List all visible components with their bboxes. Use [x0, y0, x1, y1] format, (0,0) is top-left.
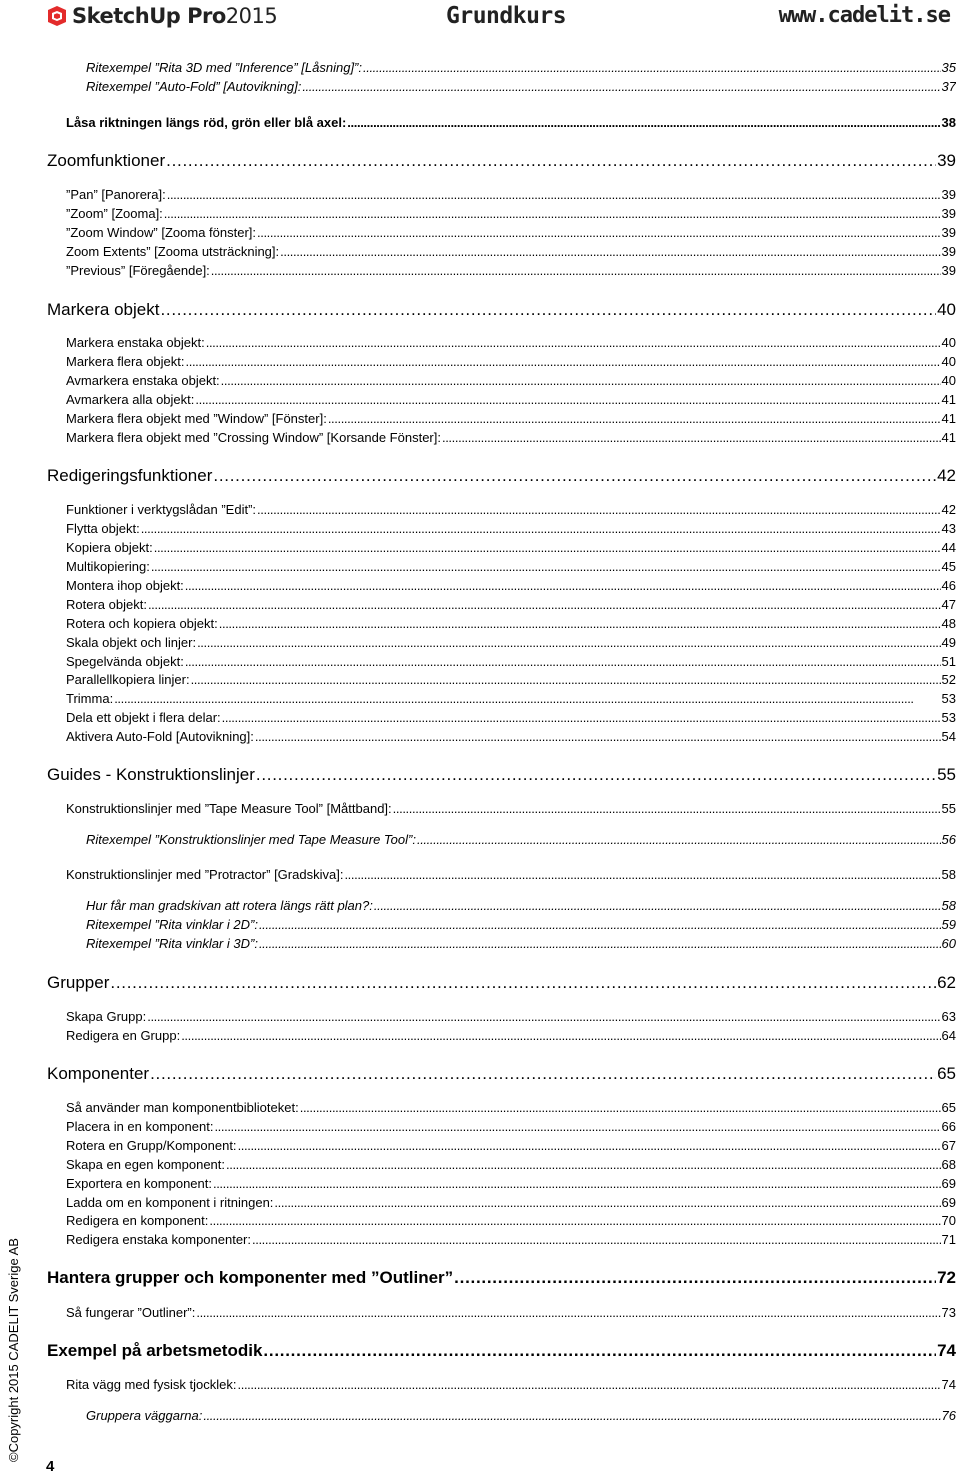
toc-entry[interactable]: Redigera en komponent: . . . 70: [66, 1213, 956, 1229]
toc-entry[interactable]: Skapa Grupp: . . . 63: [66, 1009, 956, 1025]
toc-entry[interactable]: Spegelvända objekt: . . . 51: [66, 654, 956, 670]
toc-heading[interactable]: Markera objekt . . . 40: [47, 300, 956, 320]
toc-entry[interactable]: Trimma: . . . 53: [66, 691, 956, 707]
toc-entry[interactable]: Konstruktionslinjer med ”Protractor” [Gradskiva]: . . . 58: [66, 867, 956, 883]
toc-heading[interactable]: Grupper . . . 62: [47, 973, 956, 993]
toc-entry[interactable]: Kopiera objekt: . . . 44: [66, 540, 956, 556]
toc-heading[interactable]: Komponenter . . . 65: [47, 1064, 956, 1084]
toc-entry[interactable]: Skapa en egen komponent: . . . 68: [66, 1157, 956, 1173]
toc-entry[interactable]: Ritexempel ”Rita 3D med ”Inference” [Låsning]”: . . . 35: [86, 60, 956, 76]
page-number: 4: [46, 1458, 55, 1475]
toc-entry[interactable]: Markera flera objekt: . . . 40: [66, 354, 956, 370]
brand-title: SketchUp Pro2015: [72, 4, 278, 28]
toc-entry[interactable]: Redigera en Grupp: . . . 64: [66, 1028, 956, 1044]
toc-entry[interactable]: Så använder man komponentbiblioteket: . . . 65: [66, 1100, 956, 1116]
toc-entry[interactable]: Flytta objekt: . . . 43: [66, 521, 956, 537]
toc-entry[interactable]: Markera enstaka objekt: . . . 40: [66, 335, 956, 351]
toc-entry[interactable]: ”Previous” [Föregående]: . . . 39: [66, 263, 956, 279]
toc-entry[interactable]: Avmarkera enstaka objekt: . . . 40: [66, 373, 956, 389]
toc-entry[interactable]: Avmarkera alla objekt: . . . 41: [66, 392, 956, 408]
toc-entry[interactable]: Rotera och kopiera objekt: . . . 48: [66, 616, 956, 632]
toc-heading[interactable]: Hantera grupper och komponenter med ”Outliner” . . . 72: [47, 1268, 956, 1288]
toc-entry[interactable]: Parallellkopiera linjer: . . . 52: [66, 672, 956, 688]
toc-heading[interactable]: Redigeringsfunktioner . . . 42: [47, 466, 956, 486]
toc-entry[interactable]: Ritexempel ”Konstruktionslinjer med Tape Measure Tool”: . . . 56: [86, 832, 956, 848]
toc-entry[interactable]: Exportera en komponent: . . . 69: [66, 1176, 956, 1192]
toc-entry[interactable]: Hur får man gradskivan att rotera längs rätt plan?: . . . 58: [86, 898, 956, 914]
toc-heading[interactable]: Exempel på arbetsmetodik . . . 74: [47, 1341, 956, 1361]
toc-entry[interactable]: Ritexempel ”Rita vinklar i 2D”: . . . 59: [86, 917, 956, 933]
toc-entry[interactable]: Funktioner i verktygslådan ”Edit”: . . . 42: [66, 502, 956, 518]
toc-entry[interactable]: Konstruktionslinjer med ”Tape Measure Tool” [Måttband]: . . . 55: [66, 801, 956, 817]
toc-entry[interactable]: Montera ihop objekt: . . . 46: [66, 578, 956, 594]
toc-entry[interactable]: Låsa riktningen längs röd, grön eller blå axel: . . . 38: [66, 115, 956, 131]
toc-entry[interactable]: Gruppera väggarna: . . . 76: [86, 1408, 956, 1424]
toc-entry[interactable]: Dela ett objekt i flera delar: . . . 53: [66, 710, 956, 726]
toc-entry[interactable]: ”Pan” [Panorera]: . . . 39: [66, 187, 956, 203]
toc-entry[interactable]: Ladda om en komponent i ritningen: . . . 69: [66, 1195, 956, 1211]
toc-entry[interactable]: Rotera objekt: . . . 47: [66, 597, 956, 613]
toc-entry[interactable]: Så fungerar ”Outliner”: . . . 73: [66, 1305, 956, 1321]
toc-entry[interactable]: Rotera en Grupp/Komponent: . . . 67: [66, 1138, 956, 1154]
toc-entry[interactable]: Markera flera objekt med ”Crossing Window” [Korsande Fönster]: . . . 41: [66, 430, 956, 446]
toc-entry[interactable]: Multikopiering: . . . 45: [66, 559, 956, 575]
toc-entry[interactable]: ”Zoom Window” [Zooma fönster]: . . . 39: [66, 225, 956, 241]
copyright-notice: ©Copyright 2015 CADELIT Sverige AB: [6, 1238, 21, 1462]
course-title: Grundkurs: [446, 3, 567, 29]
toc-heading[interactable]: Zoomfunktioner . . . 39: [47, 151, 956, 171]
toc-entry[interactable]: Rita vägg med fysisk tjocklek: . . . 74: [66, 1377, 956, 1393]
toc-entry[interactable]: Zoom Extents” [Zooma utsträckning]: . . . 39: [66, 244, 956, 260]
toc-entry[interactable]: Redigera enstaka komponenter: . . . 71: [66, 1232, 956, 1248]
site-url: www.cadelit.se: [778, 3, 950, 28]
toc-entry[interactable]: Ritexempel ”Rita vinklar i 3D”: . . . 60: [86, 936, 956, 952]
toc-entry[interactable]: Ritexempel ”Auto-Fold” [Autovikning]: . . . 37: [86, 79, 956, 95]
toc-entry[interactable]: Markera flera objekt med ”Window” [Fönster]: . . . 41: [66, 411, 956, 427]
toc-entry[interactable]: Aktivera Auto-Fold [Autovikning]: . . . 54: [66, 729, 956, 745]
toc-entry[interactable]: ”Zoom” [Zooma]: . . . 39: [66, 206, 956, 222]
toc-heading[interactable]: Guides - Konstruktionslinjer . . . 55: [47, 765, 956, 785]
toc-entry[interactable]: Placera in en komponent: . . . 66: [66, 1119, 956, 1135]
toc-entry[interactable]: Skala objekt och linjer: . . . 49: [66, 635, 956, 651]
